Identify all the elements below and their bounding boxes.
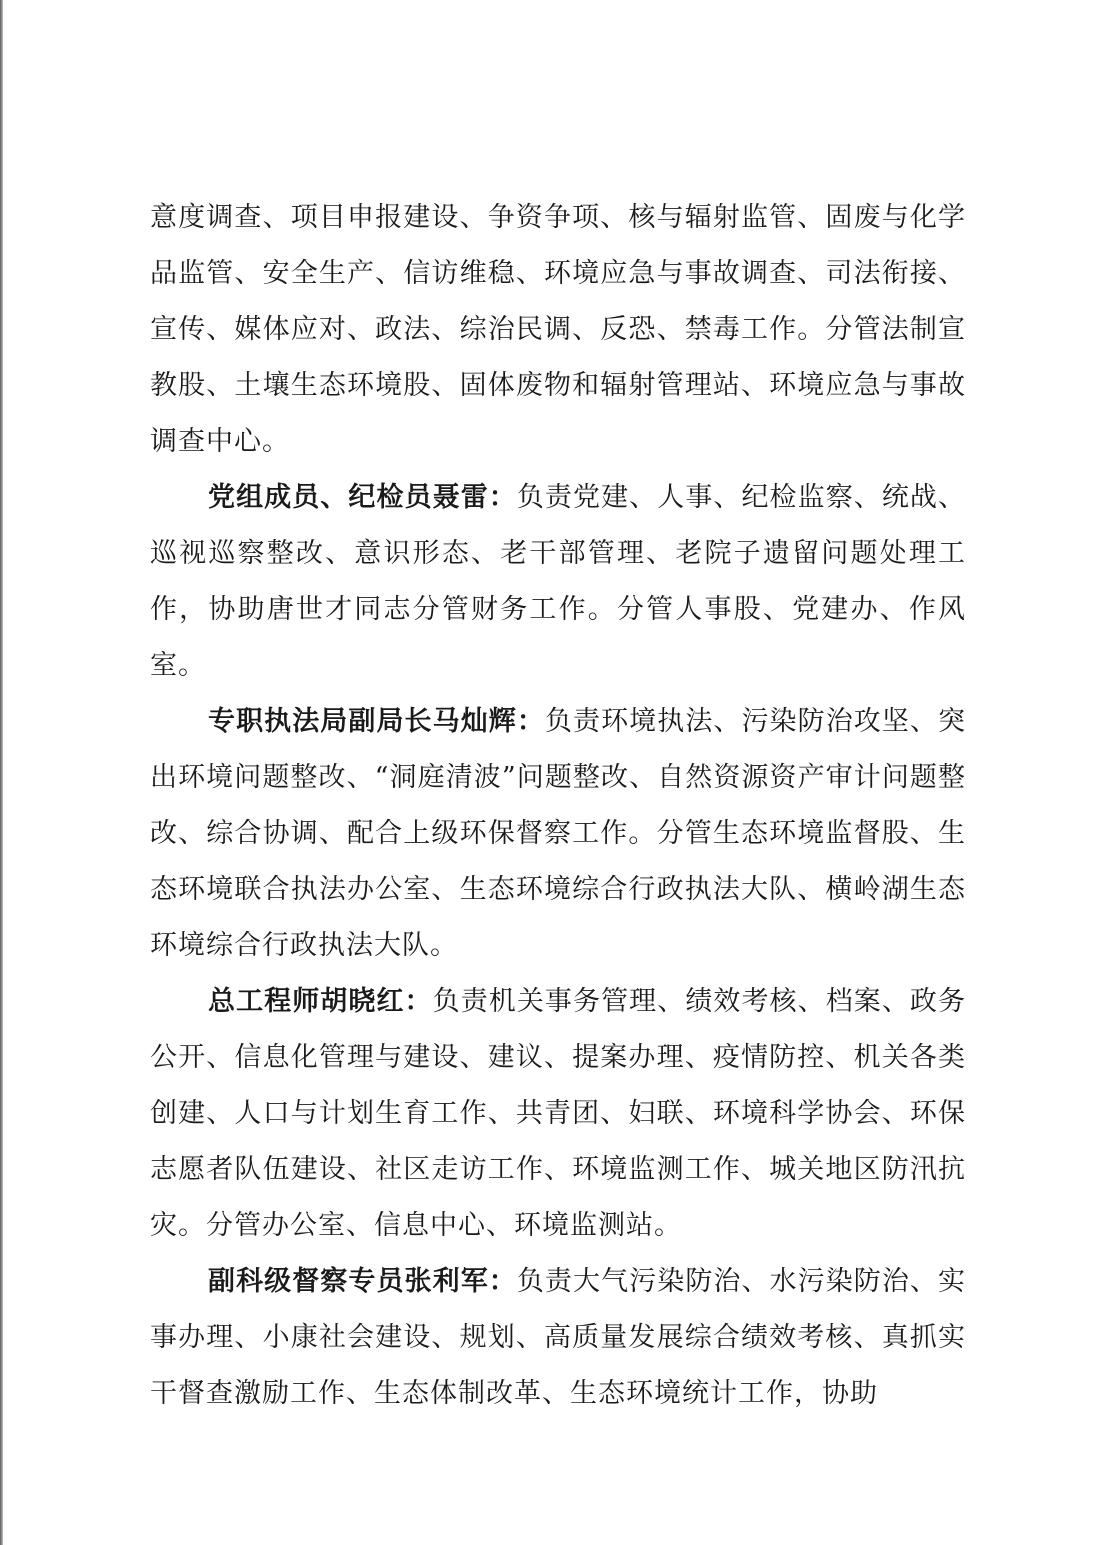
- paragraph-zhang-lijun: [150, 1254, 966, 1422]
- paragraph-nie-lei: [150, 470, 966, 694]
- paragraph-ma-canhui: [150, 694, 966, 974]
- paragraph-lead: 副科级督察专员张利军：: [208, 1266, 517, 1297]
- scan-edge: [0, 0, 3, 1545]
- paragraph-text: 负责机关事务管理、绩效考核、档案、政务公开、信息化管理与建设、建议、提案办理、疫情防控、机关各类创建、人口与计划生育工作、共青团、妇联、环境科学协会、环保志愿者队伍建设、社区走访工作、环境监测工作、城关地区防汛抗灾。分管办公室、信息中心、环境监测站。: [150, 986, 967, 1241]
- paragraph-text: 负责党建、人事、纪检监察、统战、巡视巡察整改、意识形态、老干部管理、老院子遗留问题处理工作，协助唐世才同志分管财务工作。分管人事股、党建办、作风室。: [150, 482, 967, 681]
- paragraph-hu-xiaohong: [150, 974, 966, 1254]
- paragraph-text: 负责大气污染防治、水污染防治、实事办理、小康社会建设、规划、高质量发展综合绩效考核、真抓实干督查激励工作、生态体制改革、生态环境统计工作，协助: [150, 1266, 967, 1409]
- paragraph-text: 负责环境执法、污染防治攻坚、突出环境问题整改、“洞庭清波”问题整改、自然资源资产审计问题整改、综合协调、配合上级环保督察工作。分管生态环境监督股、生态环境联合执法办公室、生态环境综合行政执法大队、横岭湖生态环境综合行政执法大队。: [150, 706, 967, 961]
- paragraph-lead: 党组成员、纪检员聂雷：: [208, 482, 517, 513]
- document-page: [150, 190, 966, 1422]
- paragraph-lead: 专职执法局副局长马灿辉：: [208, 706, 545, 737]
- paragraph-lead: 总工程师胡晓红：: [208, 986, 433, 1017]
- paragraph-continuation: [150, 190, 966, 470]
- paragraph-text: 意度调查、项目申报建设、争资争项、核与辐射监管、固废与化学品监管、安全生产、信访维稳、环境应急与事故调查、司法衔接、宣传、媒体应对、政法、综治民调、反恐、禁毒工作。分管法制宣教股、土壤生态环境股、固体废物和辐射管理站、环境应急与事故调查中心。: [150, 202, 966, 457]
